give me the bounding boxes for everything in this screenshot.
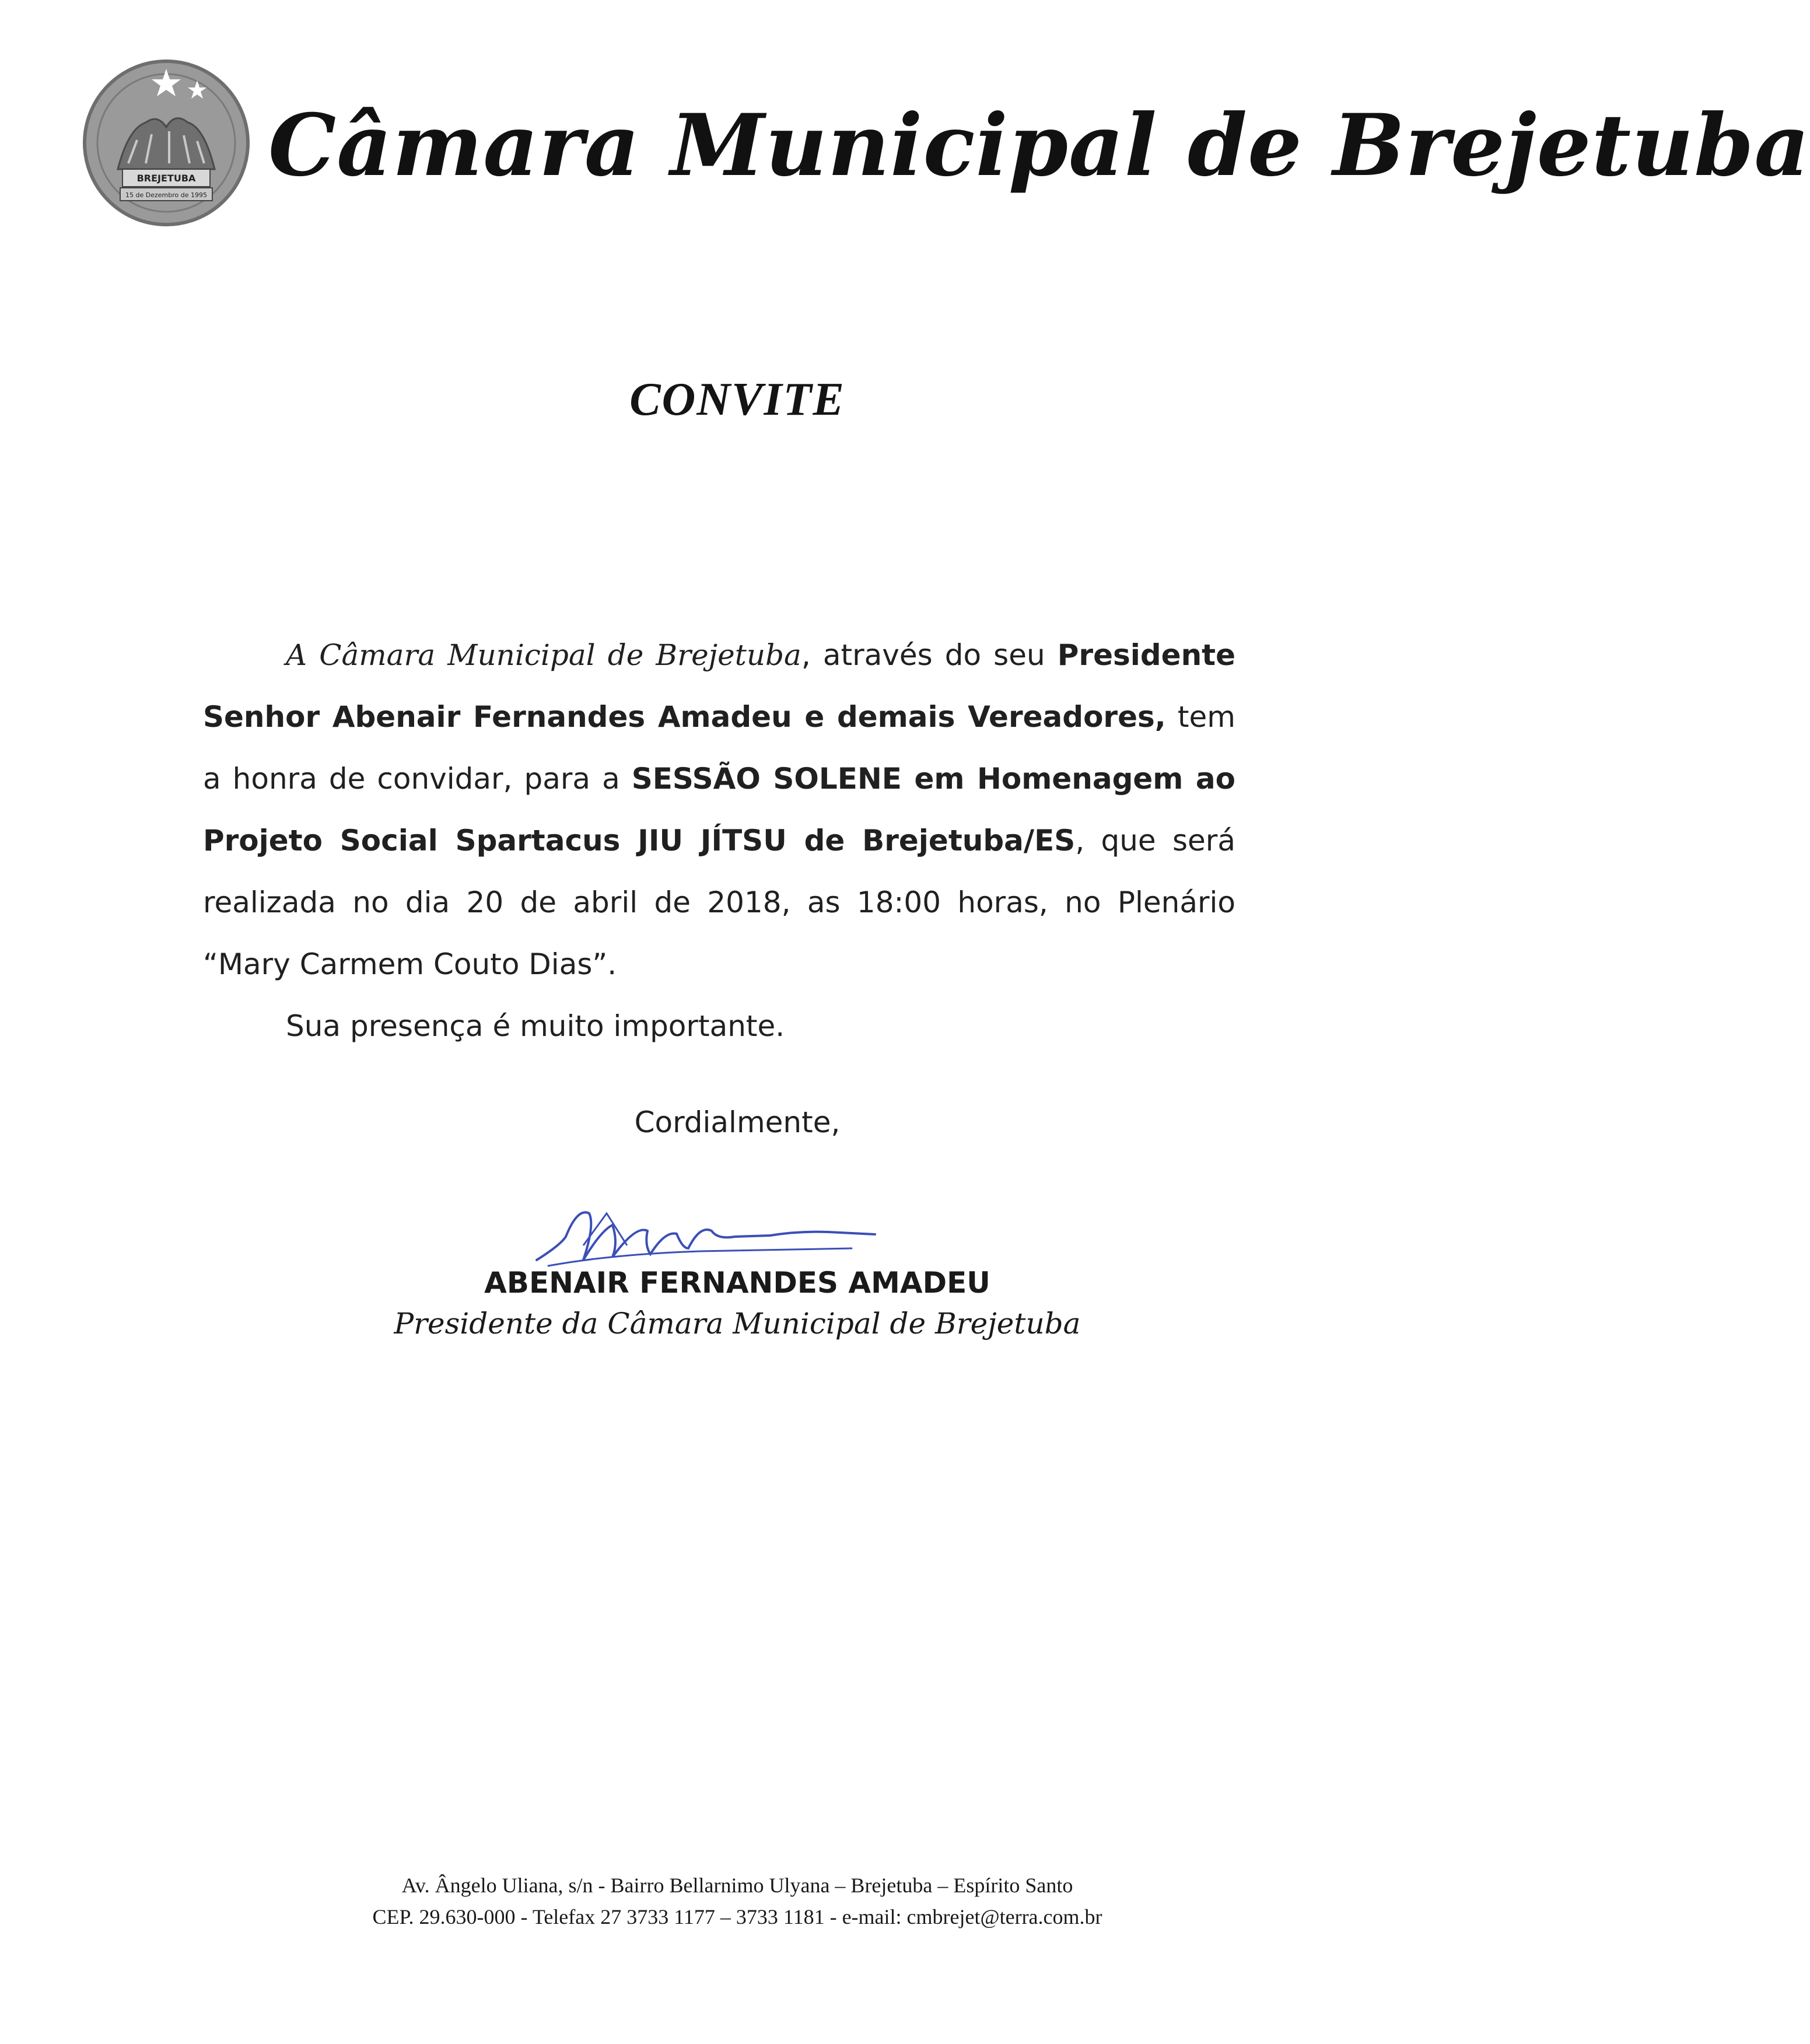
municipal-seal (82, 58, 251, 228)
invitation-body (203, 624, 1235, 1057)
presence-paragraph: Sua presença é muito importante. (286, 1009, 785, 1043)
signer-title: Presidente da Câmara Municipal de Brejetuba (394, 1307, 1081, 1340)
org-name-heading: Câmara Municipal de Brejetuba (268, 96, 1810, 195)
signer-name: ABENAIR FERNANDES AMADEU (484, 1266, 990, 1300)
closing-text: Cordialmente, (634, 1105, 841, 1139)
footer-contact-line: CEP. 29.630-000 - Telefax 27 3733 1177 – 3733 1181 - e-mail: cmbrejet@terra.com.br (372, 1905, 1102, 1929)
footer-address-line: Av. Ângelo Uliana, s/n - Bairro Bellarnimo Ulyana – Brejetuba – Espírito Santo (401, 1874, 1073, 1897)
president-text: Presidente Senhor Abenair Fernandes Amadeu e demais Vereadores, (203, 638, 1235, 734)
event-text: SESSÃO SOLENE em Homenagem ao Projeto Social Spartacus JIU JÍTSU de Brejetuba/ES (203, 762, 1235, 858)
intro-text: A Câmara Municipal de Brejetuba (286, 638, 801, 672)
seal-date-text: 15 de Dezembro de 1995 (125, 191, 207, 199)
body-text-segment: tem a honra de convidar, para a (203, 700, 1236, 796)
footer-address (0, 1870, 1475, 1933)
body-text-segment: , que será realizada no dia 20 de abril de 2018, as 18:00 horas, no Plenário “Mary Carmem Couto Dias”. (203, 824, 1235, 981)
document-title: CONVITE (629, 374, 845, 425)
seal-name-text: BREJETUBA (136, 173, 196, 184)
body-text-segment: , através do seu (801, 638, 1058, 672)
invitation-paragraph (203, 624, 1235, 995)
